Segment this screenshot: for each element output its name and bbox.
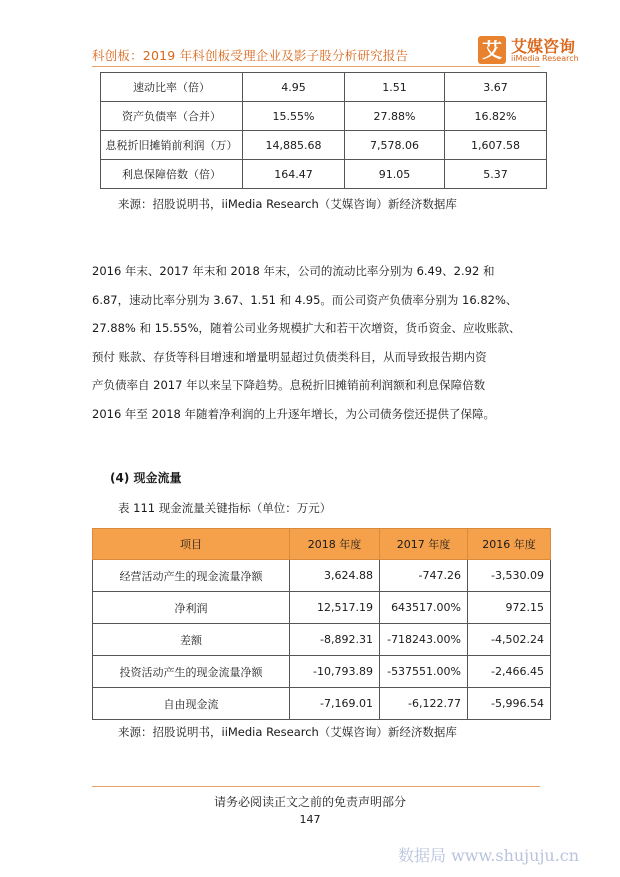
table-cell: -3,530.09 bbox=[468, 560, 551, 592]
table-caption: 表 111 现金流量关键指标（单位：万元） bbox=[118, 501, 332, 515]
logo-icon: 艾 bbox=[478, 36, 506, 64]
page-number: 147 bbox=[299, 813, 321, 826]
column-header: 2017 年度 bbox=[380, 529, 468, 560]
table-cell: 15.55% bbox=[243, 102, 345, 131]
table-cell: 643517.00% bbox=[380, 592, 468, 624]
table-cell: -4,502.24 bbox=[468, 624, 551, 656]
cash-flow-table bbox=[92, 528, 551, 720]
table-cell: 91.05 bbox=[345, 160, 445, 189]
table-row bbox=[93, 688, 551, 720]
table-row bbox=[93, 592, 551, 624]
footer-divider bbox=[92, 786, 540, 787]
paragraph-line: 2016 年至 2018 年随着净利润的上升逐年增长，为公司债务偿还提供了保障。 bbox=[92, 406, 495, 421]
table-cell: 972.15 bbox=[468, 592, 551, 624]
table-row bbox=[101, 102, 547, 131]
table-cell: -2,466.45 bbox=[468, 656, 551, 688]
table-cell: 速动比率（倍） bbox=[101, 73, 243, 102]
table-cell: 利息保障倍数（倍） bbox=[101, 160, 243, 189]
table-cell: 差额 bbox=[93, 624, 290, 656]
table-cell: 12,517.19 bbox=[290, 592, 380, 624]
table-cell: -7,169.01 bbox=[290, 688, 380, 720]
table-cell: 4.95 bbox=[243, 73, 345, 102]
table-cell: 5.37 bbox=[445, 160, 547, 189]
watermark: 数据局 www.shujuju.cn bbox=[398, 846, 580, 865]
paragraph-line: 6.87，速动比率分别为 3.67、1.51 和 4.95。而公司资产负债率分别为 16.82%、 bbox=[92, 292, 518, 307]
paragraph-line: 2016 年末、2017 年末和 2018 年末，公司的流动比率分别为 6.49、2.92 和 bbox=[92, 264, 495, 278]
table-cell: 经营活动产生的现金流量净额 bbox=[93, 560, 290, 592]
table-row bbox=[93, 656, 551, 688]
table-cell: 净利润 bbox=[93, 592, 290, 624]
disclaimer-notice: 请务必阅读正文之前的免责声明部分 bbox=[213, 795, 406, 809]
column-header: 2018 年度 bbox=[290, 529, 380, 560]
table-cell: 息税折旧摊销前利润（万） bbox=[101, 131, 243, 160]
paragraph-line: 产负债率自 2017 年以来呈下降趋势。息税折旧摊销前利润额和利息保障倍数 bbox=[92, 378, 486, 392]
table-cell: -10,793.89 bbox=[290, 656, 380, 688]
logo-chinese-name: 艾媒咨询 bbox=[511, 37, 576, 56]
table-cell: 3.67 bbox=[445, 73, 547, 102]
table-cell: 7,578.06 bbox=[345, 131, 445, 160]
table-cell: -747.26 bbox=[380, 560, 468, 592]
table-cell: 投资活动产生的现金流量净额 bbox=[93, 656, 290, 688]
table-cell: 27.88% bbox=[345, 102, 445, 131]
report-title: 科创板：2019 年科创板受理企业及影子股分析研究报告 bbox=[92, 48, 409, 63]
table-row bbox=[101, 160, 547, 189]
paragraph-line: 27.88% 和 15.55%，随着公司业务规模扩大和若干次增资，货币资金、应收账款、 bbox=[92, 321, 521, 335]
table-cell: -5,996.54 bbox=[468, 688, 551, 720]
table-cell: -8,892.31 bbox=[290, 624, 380, 656]
table-cell: 1,607.58 bbox=[445, 131, 547, 160]
table-cell: 164.47 bbox=[243, 160, 345, 189]
table-cell: 16.82% bbox=[445, 102, 547, 131]
table-row bbox=[101, 131, 547, 160]
body-paragraph bbox=[92, 257, 532, 428]
table-source-note: 来源：招股说明书，iiMedia Research（艾媒咨询）新经济数据库 bbox=[118, 725, 457, 739]
table-source-note: 来源：招股说明书，iiMedia Research（艾媒咨询）新经济数据库 bbox=[118, 197, 457, 211]
table-header-row bbox=[93, 529, 551, 560]
table-cell: 1.51 bbox=[345, 73, 445, 102]
header-divider bbox=[92, 66, 540, 67]
table-cell: -537551.00% bbox=[380, 656, 468, 688]
paragraph-line: 预付 账款、存货等科目增速和增量明显超过负债类科目，从而导致报告期内资 bbox=[92, 349, 487, 364]
logo-english-name: iiMedia Research bbox=[511, 54, 579, 63]
table-row bbox=[93, 560, 551, 592]
table-cell: 3,624.88 bbox=[290, 560, 380, 592]
table-cell: 自由现金流 bbox=[93, 688, 290, 720]
table-row bbox=[101, 73, 547, 102]
table-cell: 资产负债率（合并） bbox=[101, 102, 243, 131]
table-row bbox=[93, 624, 551, 656]
table-cell: 14,885.68 bbox=[243, 131, 345, 160]
column-header: 项目 bbox=[93, 529, 290, 560]
financial-ratios-table bbox=[100, 72, 547, 189]
column-header: 2016 年度 bbox=[468, 529, 551, 560]
section-heading: (4) 现金流量 bbox=[110, 471, 182, 485]
table-cell: -6,122.77 bbox=[380, 688, 468, 720]
table-cell: -718243.00% bbox=[380, 624, 468, 656]
